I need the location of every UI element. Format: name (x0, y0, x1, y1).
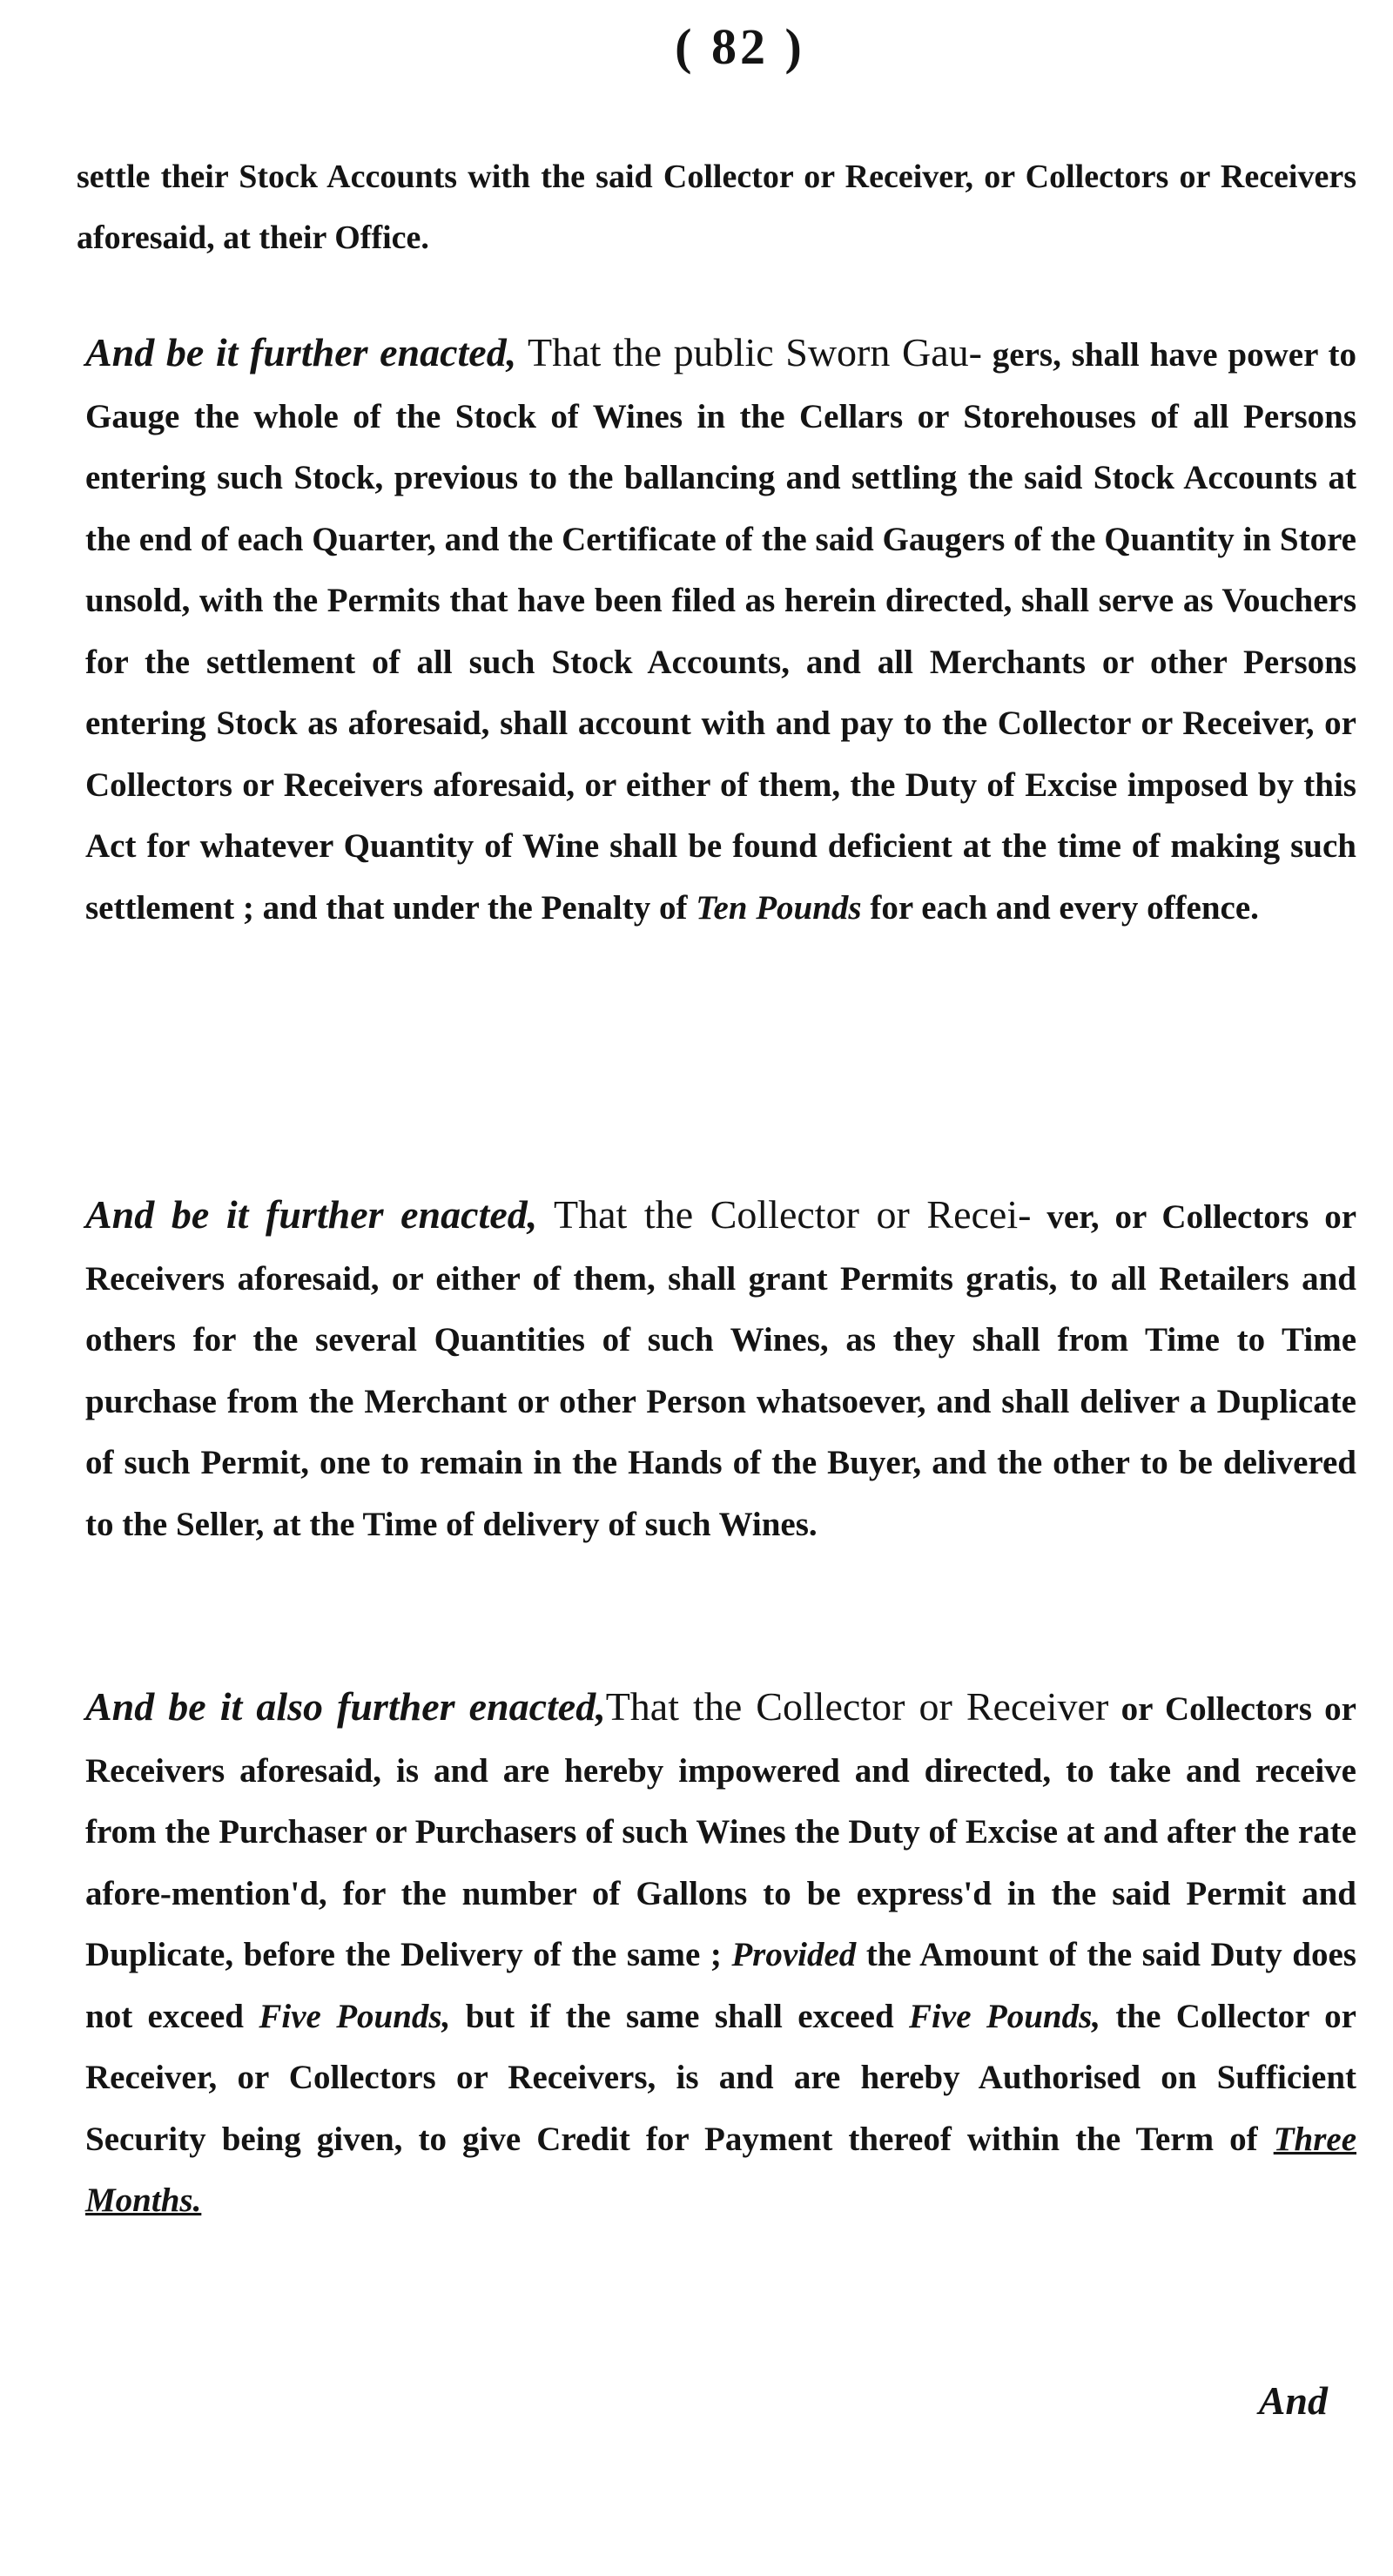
paragraph-gaugers (85, 322, 1356, 939)
paragraph-body: the Amount of the said Duty does not exceed (85, 1936, 1356, 2035)
paragraph-emphasis: Ten Pounds (696, 888, 862, 927)
paragraph-lead: And be it also further enacted, (85, 1684, 606, 1729)
paragraph-body: ver, or Collectors or Receivers aforesaid, or either of them, shall grant Permits gratis, to all Retailers and others for the several Quantities of such Wines, as they shall from Time to Time purchase from the Merchant or other Person whatsoever, and shall deliver a Duplicate of such Permit, one to remain in the Hands of the Buyer, and the other to be delivered to the Seller, at the Time of delivery of such Wines. (85, 1198, 1357, 1543)
paragraph-duty-collection (85, 1676, 1356, 2232)
paragraph-body: but if the same shall exceed (450, 1997, 910, 2035)
paragraph-body: for each and every offence. (861, 888, 1259, 927)
paragraph-permits (85, 1184, 1356, 1555)
paragraph-emphasis: Provided (731, 1936, 857, 1973)
paragraph-body: gers, shall have power to Gauge the whole of the Stock of Wines in the Cellars or Storehouses of all Persons entering such Stock, previous to the ballancing and settling the said Stock Accounts at the end of each Quarter, and the Certificate of the said Gaugers of the Quantity in Store unsold, with the Permits that have been filed as herein directed, shall serve as Vouchers for the settlement of all such Stock Accounts, and all Merchants or other Persons entering Stock as aforesaid, shall account with and pay to the Collector or Receiver, or Collectors or Receivers aforesaid, or either of them, the Duty of Excise imposed by this Act for whatever Quantity of Wine shall be found deficient at the time of making such settlement ; and that under the Penalty of (85, 336, 1357, 927)
paragraph-emphasis: Five Pounds, (909, 1997, 1101, 2035)
paragraph-lead-tail: That the Collector or Receiver (605, 1684, 1109, 1729)
catchword: And (1258, 2378, 1328, 2423)
paragraph-body: the Collector or Receiver, or Collectors or Receivers, is and are hereby Authorised on Sufficient Security being given, to give Credit for Payment thereof within the Term of (85, 1997, 1356, 2158)
paragraph-emphasis: Five Pounds, (259, 1997, 451, 2035)
paragraph-body: or Collectors or Receivers aforesaid, is and are hereby impowered and directed, to take and receive from the Purchaser or Purchasers of such Wines the Duty of Excise at and after the rate afore-mention'd, for the number of Gallons to be express'd in the said Permit and Duplicate, before the Delivery of the same ; (85, 1690, 1356, 1973)
paragraph-lead: And be it further enacted, (85, 330, 517, 374)
continuation-text: settle their Stock Accounts with the said Collector or Receiver, or Collectors or Receivers aforesaid, at their Office. (77, 158, 1356, 256)
paragraph-lead-tail: That the public Sworn Gau- (516, 330, 982, 374)
paragraph-emphasis: Three Months. (85, 2120, 1356, 2219)
paragraph-lead-tail: That the Collector or Recei- (537, 1192, 1032, 1237)
paragraph-lead: And be it further enacted, (85, 1192, 538, 1237)
page-number: ( 82 ) (675, 18, 805, 75)
